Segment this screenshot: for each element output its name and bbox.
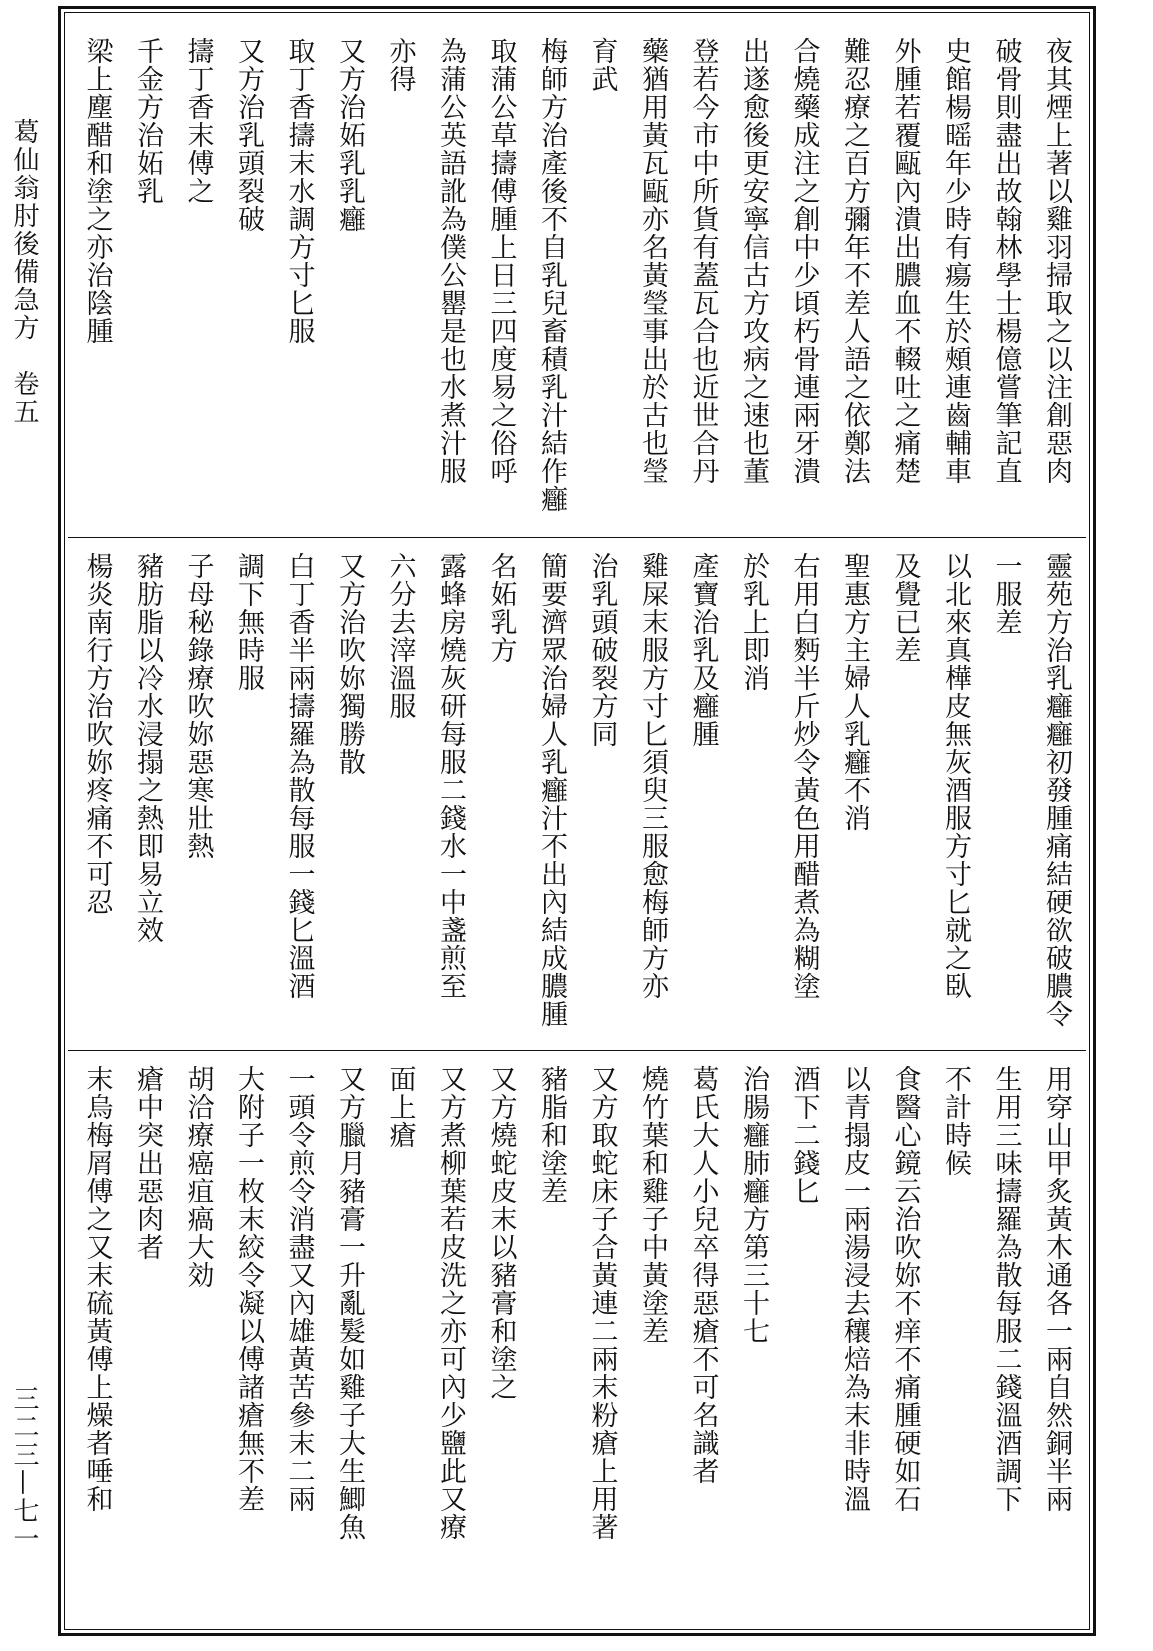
text-column: 千金方治妬乳: [132, 37, 163, 205]
text-column: 白丁香半兩擣羅為散每服一錢匕溫酒: [283, 552, 315, 1000]
text-column: 難忍療之百方彌年不差人語之依鄭法: [839, 37, 870, 485]
text-column: 聖惠方主婦人乳癰不消: [839, 552, 870, 832]
text-column: 治乳頭破裂方同: [586, 552, 618, 748]
text-column: 登若今市中所貨有蓋瓦合也近世合丹: [687, 37, 719, 485]
text-column: 靈苑方治乳癰癰初發腫痛結硬欲破膿令: [1041, 552, 1072, 1028]
text-column: 子母秘錄療吹妳惡寒壯熱: [182, 552, 214, 860]
text-column: 雞屎末服方寸匕須臾三服愈梅師方亦: [637, 552, 668, 1000]
text-column: 擣丁香末傅之: [182, 37, 214, 205]
text-column: 末烏梅屑傅之又末硫黃傅上燥者唾和: [81, 1065, 113, 1513]
text-column: 治腸癰肺癰方第三十七: [738, 1065, 769, 1345]
text-column: 名妬乳方: [485, 552, 517, 664]
text-column: 史館楊暚年少時有瘍生於頰連齒輔車: [940, 37, 971, 485]
text-column: 又方燒蛇皮末以豬膏和塗之: [485, 1065, 517, 1401]
text-column: 燒竹葉和雞子中黃塗差: [637, 1065, 668, 1345]
text-column: 於乳上即消: [738, 552, 769, 692]
text-column: 生用三味擣羅為散每服二錢溫酒調下: [990, 1065, 1022, 1513]
text-column: 出遂愈後更安寧信古方攻病之速也董: [738, 37, 769, 485]
text-column: 不計時候: [940, 1065, 971, 1177]
register-middle: [68, 537, 1086, 1042]
text-column: 以青搨皮一兩湯浸去穰焙為末非時溫: [839, 1065, 870, 1513]
text-column: 大附子一枚末絞令凝以傅諸瘡無不差: [233, 1065, 264, 1513]
text-column: 右用白麪半斤炒令黃色用醋煮為糊塗: [788, 552, 820, 1000]
text-column: 取丁香擣末水調方寸匕服: [283, 37, 315, 345]
text-column: 豬脂和塗差: [536, 1065, 567, 1205]
text-column: 又方取蛇床子合黃連二兩末粉瘡上用著: [586, 1065, 618, 1541]
text-column: 酒下二錢匕: [788, 1065, 820, 1205]
text-column: 以北來真樺皮無灰酒服方寸匕就之臥: [940, 552, 971, 1000]
register-bottom: [68, 1050, 1086, 1622]
text-column: 面上瘡: [384, 1065, 416, 1149]
margin-page-number: 三二三—七一: [9, 1385, 39, 1553]
text-column: 藥猶用黃瓦甌亦名黃瑩事出於古也瑩: [637, 37, 668, 485]
text-column: 外腫若覆甌內潰出膿血不輟吐之痛楚: [889, 37, 921, 485]
text-column: 為蒲公英語訛為僕公罌是也水煮汁服: [435, 37, 466, 485]
text-column: 露蜂房燒灰研每服二錢水一中盞煎至: [435, 552, 466, 1000]
text-column: 葛氏大人小兒卒得惡瘡不可名識者: [687, 1065, 719, 1485]
text-column: 產寶治乳及癰腫: [687, 552, 719, 748]
text-column: 胡洽療癌疽瘑大効: [182, 1065, 214, 1289]
text-column: 取蒲公草擣傅腫上日三四度易之俗呼: [485, 37, 517, 485]
text-column: 又方煮柳葉若皮洗之亦可內少鹽此又療: [435, 1065, 466, 1541]
text-column: 梁上塵醋和塗之亦治陰腫: [81, 37, 113, 345]
text-column: 又方治乳頭裂破: [233, 37, 264, 233]
text-column: 調下無時服: [233, 552, 264, 692]
text-column: 合燒藥成注之創中少頃朽骨連兩牙潰: [788, 37, 820, 485]
text-column: 瘡中突出惡肉者: [132, 1065, 163, 1261]
text-column: 食醫心鏡云治吹妳不痒不痛腫硬如石: [889, 1065, 921, 1513]
page-frame: [58, 6, 1096, 1636]
text-column: 又方治妬乳乳癰: [334, 37, 365, 233]
text-column: 一服差: [990, 552, 1022, 636]
register-top: [68, 23, 1086, 529]
text-column: 又方治吹妳獨勝散: [334, 552, 365, 776]
text-column: 一頭令煎令消盡又內雄黃苦參末二兩: [283, 1065, 315, 1513]
text-column: 又方臘月豬膏一升亂髮如雞子大生鯽魚: [334, 1065, 365, 1541]
text-column: 簡要濟眾治婦人乳癰汁不出內結成膿腫: [536, 552, 567, 1028]
text-column: 六分去滓溫服: [384, 552, 416, 720]
margin-book-title: 葛仙翁肘後備急方 卷五: [9, 118, 39, 426]
text-column: 楊炎南行方治吹妳疼痛不可忍: [81, 552, 113, 916]
text-column: 用穿山甲炙黃木通各一兩自然銅半兩: [1041, 1065, 1072, 1513]
text-column: 豬肪脂以冷水浸搨之熱即易立效: [132, 552, 163, 944]
text-column: 亦得: [384, 37, 416, 93]
text-column: 及覺已差: [889, 552, 921, 664]
text-column: 梅師方治產後不自乳兒畜積乳汁結作癰: [536, 37, 567, 513]
text-column: 夜其煙上著以雞羽掃取之以注創惡肉: [1041, 37, 1072, 485]
text-column: 破骨則盡出故翰林學士楊億嘗筆記直: [990, 37, 1022, 485]
text-column: 育武: [586, 37, 618, 93]
